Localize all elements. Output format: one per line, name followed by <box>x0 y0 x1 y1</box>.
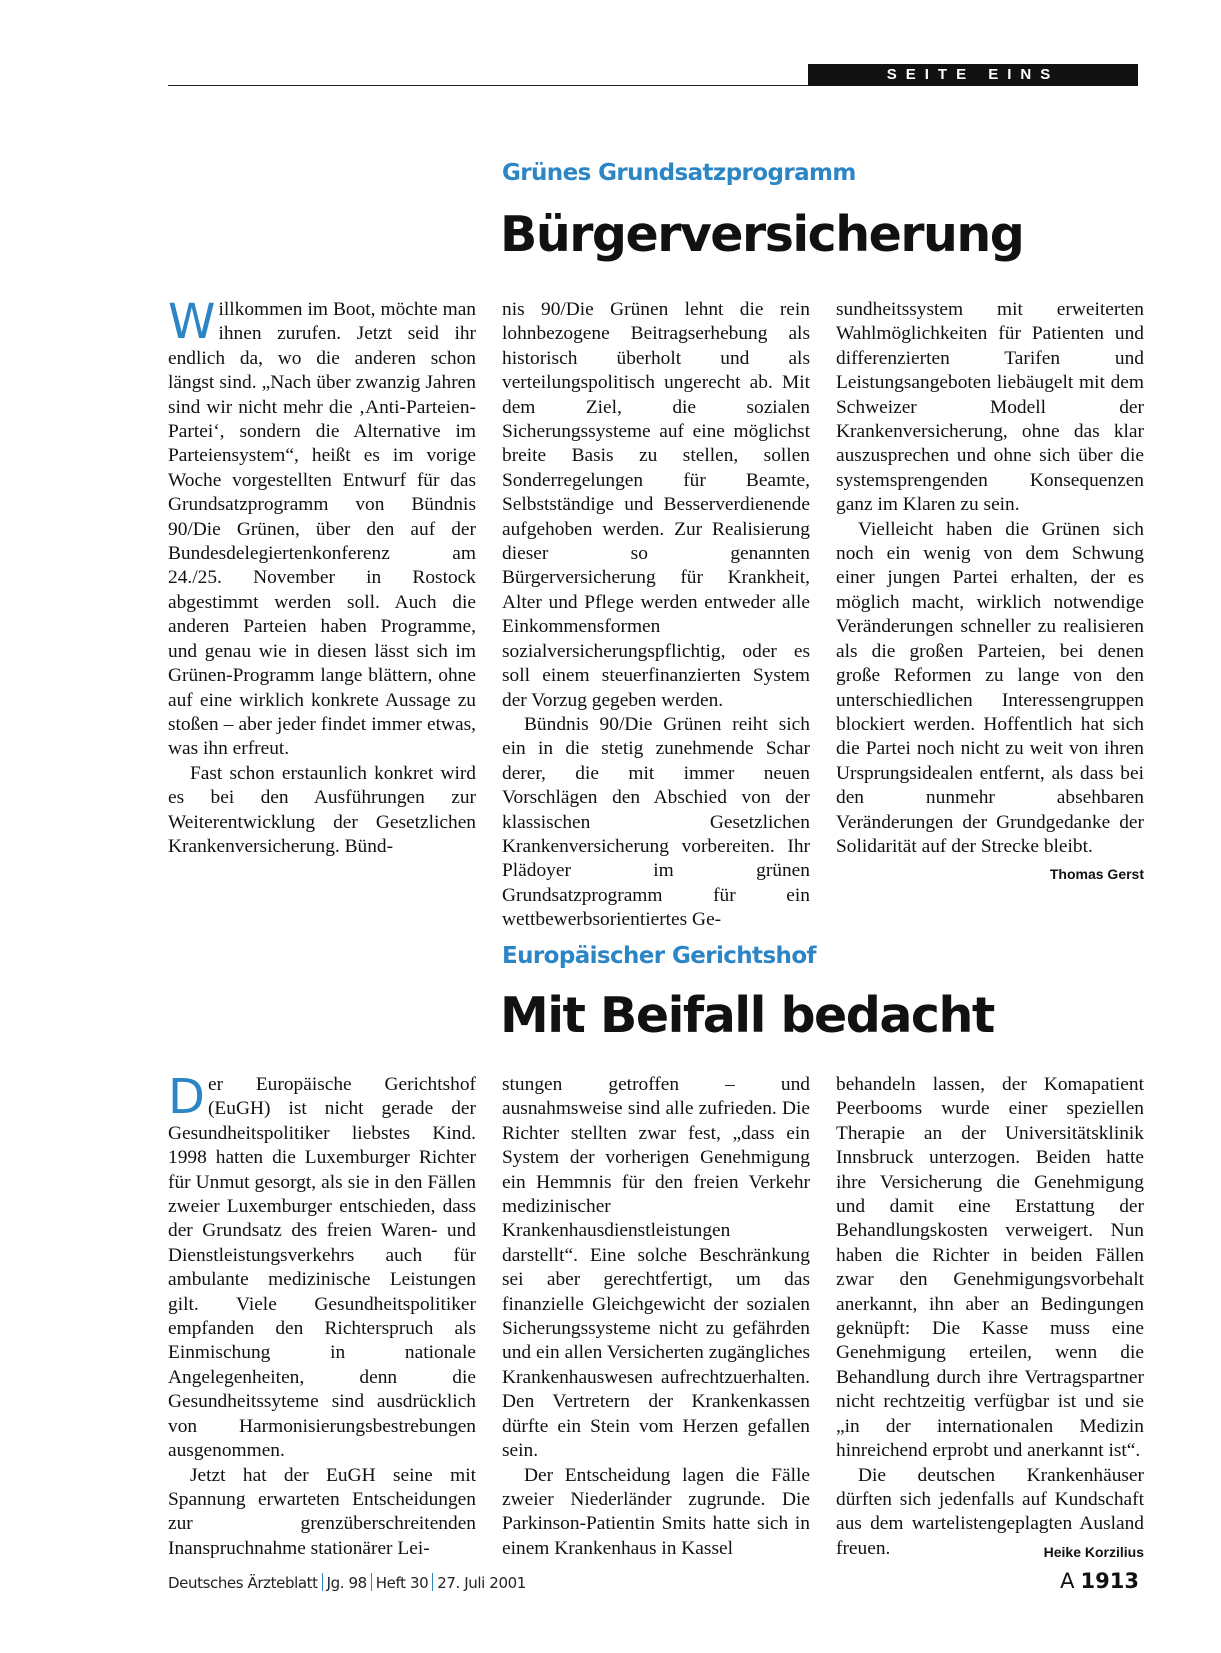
page-letter: A <box>1060 1569 1075 1593</box>
article1-paragraph: sundheitssystem mit erweiterten Wahlmöglichkeiten für Patienten und differenzierten Tarifen und Leistungsangeboten liebäugelt mit dem Schweizer Modell der Krankenversicherung, ohne das klar auszusprechen und ohne sich über die systemsprengenden Konsequenzen ganz im Klaren zu sein. <box>836 299 1144 516</box>
footer-separator <box>432 1573 433 1591</box>
article2-paragraph <box>168 1069 476 1464</box>
journal-issue: Heft 30 <box>375 1574 429 1592</box>
dropcap: D <box>168 1069 205 1125</box>
page-number: 1913 <box>1080 1569 1139 1593</box>
article2-paragraph: Jetzt hat der EuGH seine mit Spannung erwarteten Entscheidungen zur grenzüberschreitenden Inanspruchnahme stationärer Lei- <box>168 1464 476 1559</box>
article1-paragraph <box>836 518 1144 883</box>
section-tag: SEITE EINS <box>808 64 1138 86</box>
paragraph-text: Vielleicht haben die Grünen sich noch ein wenig von dem Schwung einer jungen Partei erhalten, der es möglich macht, wirklich notwendige Veränderungen schneller zu realisieren als die großen Parteien, bei denen große Reformen zu lange von den unterschiedlichen Interessengruppen blockiert werden. Hoffentlich hat sich die Partei noch nicht zu weit von ihren Ursprungsidealen entfernt, als dass bei den nunmehr absehbaren Veränderungen der Grundgedanke der Solidarität auf der Strecke bleibt. <box>836 518 1144 857</box>
article1-column-3 <box>836 298 1144 887</box>
paragraph-text: er Europäische Gerichtshof (EuGH) ist nicht gerade der Gesundheitspolitiker liebstes Kind. 1998 hatten die Luxemburger Richter für Unmut gesorgt, als sie in den Fällen zweier Luxemburger entschieden, dass der Grundsatz des freien Waren- und Dienstleistungsverkehrs auch für ambulante medizinische Leistungen gilt. Viele Gesundheitspolitiker empfanden den Richterspruch als Einmischung in nationale Angelegenheiten, denn die Gesundheitssyteme sind ausdrücklich von Harmonisierungsbestrebungen ausgenommen. <box>168 1074 476 1462</box>
article1-paragraph: Bündnis 90/Die Grünen reiht sich ein in die stetig zunehmende Schar derer, die mit immer neuen Vorschlägen den Abschied von der klassischen Gesetzlichen Krankenversicherung vorbereiten. Ihr Plädoyer im grünen Grundsatzprogramm für ein wettbewerbsorientiertes Ge- <box>502 713 810 931</box>
footer-separator <box>322 1573 323 1591</box>
article1-column-2 <box>502 298 810 933</box>
page-folio <box>1060 1569 1139 1593</box>
article1-paragraph <box>168 294 476 762</box>
article2-paragraph <box>836 1464 1144 1562</box>
article1-paragraph: nis 90/Die Grünen lehnt die rein lohnbezogene Beitragserhebung als historisch überholt und als verteilungspolitisch ungerecht ab. Mit dem Ziel, die sozialen Sicherungssysteme auf eine möglichst breite Basis zu stellen, sollen Sonderregelungen für Beamte, Selbstständige und Besserverdienende aufgehoben werden. Zur Realisierung dieser so genannten Bürgerversicherung für Krankheit, Alter und Pflege werden entweder alle Einkommensformen sozialversicherungspflichtig, oder es soll einem steuerfinanzierten System der Vorzug gegeben werden. <box>502 299 810 711</box>
dropcap: W <box>168 294 216 350</box>
article2-paragraph: Der Entscheidung lagen die Fälle zweier Niederländer zugrunde. Die Parkinson-Patientin Smits hatte sich in einem Krankenhaus in Kassel <box>502 1464 810 1559</box>
article2-paragraph: stungen getroffen – und ausnahmsweise sind alle zufrieden. Die Richter stellten zwar fest, „dass ein System der vorherigen Genehmigung ein Hemmnis für den freien Verkehr medizinischer Krankenhausdienstleistungen darstellt“. Eine solche Beschränkung sei aber gerechtfertigt, um das finanzielle Gleichgewicht der sozialen Sicherungssysteme nicht zu gefährden und ein allen Versicherten zugängliches Krankenhauswesen aufrechtzuerhalten. Den Vertretern der Krankenkassen dürfte ein Stein vom Herzen gefallen sein. <box>502 1074 810 1462</box>
journal-volume: Jg. 98 <box>326 1574 367 1592</box>
author-byline: Thomas Gerst <box>1049 866 1144 883</box>
article2-column-2 <box>502 1073 810 1561</box>
article1-paragraph: Fast schon erstaunlich konkret wird es bei den Ausführungen zur Weiterentwicklung der Gesetzlichen Krankenversicherung. Bünd- <box>168 762 476 857</box>
article1-headline: Bürgerversicherung <box>500 206 1024 263</box>
author-byline: Heike Korzilius <box>1043 1543 1144 1560</box>
journal-name: Deutsches Ärzteblatt <box>168 1574 318 1592</box>
article2-column-1 <box>168 1069 476 1561</box>
journal-date: 27. Juli 2001 <box>437 1574 526 1592</box>
article2-kicker: Europäischer Gerichtshof <box>502 943 816 969</box>
article2-paragraph: behandeln lassen, der Komapatient Peerbooms wurde einer speziellen Therapie an der Universitätsklinik Innsbruck unterzogen. Beiden hatte ihre Versicherung die Genehmigung und damit eine Erstattung der Behandlungskosten verweigert. Nun haben die Richter in beiden Fällen zwar den Genehmigungsvorbehalt anerkannt, ihn aber an Bedingungen geknüpft: Die Kasse muss eine Genehmigung erteilen, wenn die Behandlung durch ihre Vertragspartner nicht rechtzeitig verfügbar ist und sie „in der internationalen Medizin hinreichend erprobt und anerkannt ist“. <box>836 1074 1144 1462</box>
article2-headline: Mit Beifall bedacht <box>500 987 994 1044</box>
article1-column-1 <box>168 294 476 859</box>
article2-column-3 <box>836 1073 1144 1564</box>
paragraph-text: Die deutschen Krankenhäuser dürften sich jedenfalls auf Kundschaft aus dem wartelistengeplagten Ausland freuen. <box>836 1464 1144 1559</box>
article1-kicker: Grünes Grundsatzprogramm <box>502 160 856 186</box>
footer <box>168 1573 526 1592</box>
footer-separator <box>371 1573 372 1591</box>
paragraph-text: illkommen im Boot, möchte man ihnen zurufen. Jetzt seid ihr endlich da, wo die anderen schon längst sind. „Nach über zwanzig Jahren sind wir nicht mehr die ‚Anti-Parteien-Partei‘, sondern die Alternative im Parteiensystem“, heißt es im vorige Woche vorgestellten Entwurf für das Grundsatzprogramm von Bündnis 90/Die Grünen, über den auf der Bundesdelegiertenkonferenz am 24./25. November in Rostock abgestimmt werden soll. Auch die anderen Parteien haben Programme, und genau wie in diesen lässt sich im Grünen-Programm lange blättern, ohne auf eine wirklich konkrete Aussage zu stoßen – aber jeder findet immer etwas, was ihn erfreut. <box>168 299 476 760</box>
